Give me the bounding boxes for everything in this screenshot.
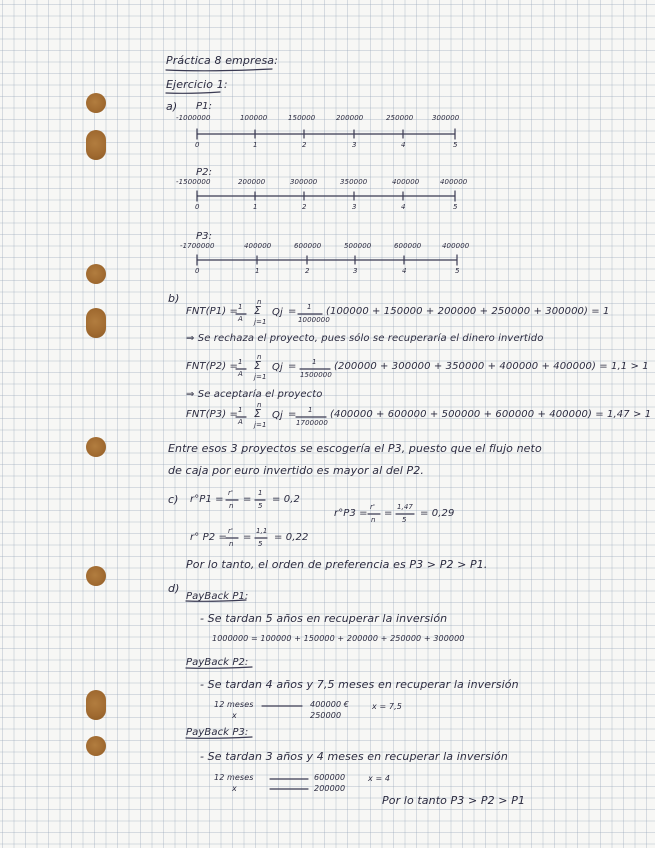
r-p3-lhs: r°P3 = <box>334 508 368 519</box>
sum-symbol: Σ <box>254 304 262 317</box>
p2-tick-4: 4 <box>401 203 406 211</box>
sum-lower-limit: j=1 <box>254 421 267 429</box>
p3-label: P3: <box>196 231 213 242</box>
fraction-numerator: 1,47 <box>397 503 413 511</box>
preference-order: Por lo tanto, el orden de preferencia es P3 > P2 > P1. <box>186 558 488 571</box>
sum-upper-limit: n <box>257 353 262 361</box>
p3-tick-4: 4 <box>402 267 407 275</box>
exercise-heading: Ejercicio 1: <box>166 78 228 91</box>
p1-tick-3: 3 <box>352 141 357 149</box>
fraction-denominator: 5 <box>258 540 263 548</box>
payback-p3-rule-c: x = 4 <box>368 774 391 783</box>
fraction-numerator: 1 <box>238 358 243 366</box>
p3-tick-0: 0 <box>195 267 200 275</box>
fraction-denominator: 5 <box>402 516 407 524</box>
p2-tick-2: 2 <box>302 203 307 211</box>
p1-flow-4: 250000 <box>386 114 414 122</box>
p3-flow-1: 400000 <box>244 242 272 250</box>
final-conclusion: Por lo tanto P3 > P2 > P1 <box>382 794 526 807</box>
qj-term: Qj <box>272 362 283 373</box>
fraction-numerator: r' <box>228 489 234 497</box>
fnt-p1-rhs: (100000 + 150000 + 200000 + 250000 + 300000) = 1 <box>326 306 610 317</box>
p3-tick-2: 2 <box>305 267 310 275</box>
p1-flow-2: 150000 <box>288 114 316 122</box>
fnt-p1-lhs: FNT(P1) = <box>186 306 238 317</box>
fnt-p3-rhs: (400000 + 600000 + 500000 + 600000 + 400000) = 1,47 > 1 <box>330 409 652 420</box>
p2-flow-1: 200000 <box>238 178 266 186</box>
p2-flow-5: 400000 <box>440 178 468 186</box>
p1-tick-2: 2 <box>302 141 307 149</box>
p2-flow-3: 350000 <box>340 178 368 186</box>
fraction-denominator: n <box>229 502 234 510</box>
p1-tick-0: 0 <box>195 141 200 149</box>
payback-p2-rule-a: 12 meses <box>214 700 254 709</box>
fraction-numerator: 1 <box>312 358 317 366</box>
payback-p1-text: - Se tardan 5 años en recuperar la inversión <box>200 612 448 625</box>
p1-flow-5: 300000 <box>432 114 460 122</box>
payback-p3-rule-a: 12 meses <box>214 773 254 782</box>
fraction-denominator: n <box>371 516 376 524</box>
p3-tick-5: 5 <box>455 267 460 275</box>
payback-p2-text: - Se tardan 4 años y 7,5 meses en recuperar la inversión <box>200 678 519 691</box>
sum-symbol: Σ <box>254 407 262 420</box>
part-b-label: b) <box>168 292 180 305</box>
qj-term: Qj <box>272 410 283 421</box>
fraction-denominator: A <box>238 315 243 323</box>
part-d-label: d) <box>168 582 180 595</box>
p3-flow-3: 500000 <box>344 242 372 250</box>
sum-lower-limit: j=1 <box>254 318 267 326</box>
p1-tick-4: 4 <box>401 141 406 149</box>
fraction-denominator: 1500000 <box>300 371 332 379</box>
p1-flow-1: 100000 <box>240 114 268 122</box>
fraction-denominator: A <box>238 418 243 426</box>
p3-flow-5: 400000 <box>442 242 470 250</box>
p1-label: P1: <box>196 101 213 112</box>
fraction-numerator: 1,1 <box>256 527 268 535</box>
p1-flow-3: 200000 <box>336 114 364 122</box>
payback-p3-text: - Se tardan 3 años y 4 meses en recuperar la inversión <box>200 750 508 763</box>
payback-p3-rule-b: 600000 <box>314 773 346 782</box>
p2-flow-4: 400000 <box>392 178 420 186</box>
fraction-numerator: 1 <box>307 303 312 311</box>
p1-flow-0: -1000000 <box>176 114 211 122</box>
p2-tick-3: 3 <box>352 203 357 211</box>
p2-flow-2: 300000 <box>290 178 318 186</box>
fraction-numerator: 1 <box>258 489 263 497</box>
fnt-p3-lhs: FNT(P3) = <box>186 409 238 420</box>
p2-tick-1: 1 <box>253 203 258 211</box>
r-p3-rhs: = 0,29 <box>420 508 455 519</box>
payback-p3-rule-d: 200000 <box>314 784 346 793</box>
fraction-numerator: r' <box>370 503 376 511</box>
r-p1-rhs: = 0,2 <box>272 494 300 505</box>
p3-flow-2: 600000 <box>294 242 322 250</box>
fnt-p2-lhs: FNT(P2) = <box>186 361 238 372</box>
p2-label: P2: <box>196 167 213 178</box>
conclusion-line-1: Entre esos 3 proyectos se escogería el P3, puesto que el flujo neto <box>168 442 542 455</box>
page-title: Práctica 8 empresa: <box>166 54 278 67</box>
fraction-denominator: n <box>229 540 234 548</box>
fraction-numerator: 1 <box>308 406 313 414</box>
equals-sign: = <box>288 306 297 317</box>
equals-sign: = <box>384 508 393 519</box>
p3-flow-0: -1700000 <box>180 242 215 250</box>
r-p2-rhs: = 0,22 <box>274 532 309 543</box>
equals-sign: = <box>288 409 297 420</box>
payback-p3-title: PayBack P3: <box>186 727 249 738</box>
payback-p1-equation: 1000000 = 100000 + 150000 + 200000 + 250000 + 300000 <box>212 634 465 643</box>
r-p1-lhs: r°P1 = <box>190 494 224 505</box>
p2-flow-0: -1500000 <box>176 178 211 186</box>
equals-sign: = <box>243 494 252 505</box>
equals-sign: = <box>288 361 297 372</box>
p1-tick-1: 1 <box>253 141 258 149</box>
payback-p2-rule-d: 250000 <box>310 711 342 720</box>
p1-tick-5: 5 <box>453 141 458 149</box>
p2-tick-0: 0 <box>195 203 200 211</box>
fnt-p2-rhs: (200000 + 300000 + 350000 + 400000 + 400000) = 1,1 > 1 <box>334 361 649 372</box>
sum-symbol: Σ <box>254 359 262 372</box>
fraction-denominator: 5 <box>258 502 263 510</box>
part-c-label: c) <box>168 493 179 506</box>
sum-upper-limit: n <box>257 401 262 409</box>
fraction-denominator: 1000000 <box>298 316 330 324</box>
payback-p2-rule-b: 400000 € <box>310 700 349 709</box>
fraction-denominator: 1700000 <box>296 419 328 427</box>
p3-tick-1: 1 <box>255 267 260 275</box>
payback-p2-title: PayBack P2: <box>186 657 249 668</box>
fraction-numerator: r' <box>228 527 234 535</box>
fraction-numerator: 1 <box>238 406 243 414</box>
conclusion-line-2: de caja por euro invertido es mayor al del P2. <box>168 464 424 477</box>
part-a-label: a) <box>166 100 178 113</box>
payback-p1-title: PayBack P1: <box>186 591 249 602</box>
fraction-denominator: A <box>238 370 243 378</box>
p3-tick-3: 3 <box>353 267 358 275</box>
equals-sign: = <box>243 532 252 543</box>
payback-p2-rule-c: x = 7,5 <box>372 702 402 711</box>
payback-p2-rule-x: x <box>232 711 237 720</box>
note-accept-p2: ⇒ Se aceptaría el proyecto <box>186 389 323 400</box>
p2-tick-5: 5 <box>453 203 458 211</box>
p3-flow-4: 600000 <box>394 242 422 250</box>
sum-upper-limit: n <box>257 298 262 306</box>
note-reject-p1: ⇒ Se rechaza el proyecto, pues sólo se recuperaría el dinero invertido <box>186 333 544 344</box>
fraction-numerator: 1 <box>238 303 243 311</box>
payback-p3-rule-x: x <box>232 784 237 793</box>
sum-lower-limit: j=1 <box>254 373 267 381</box>
r-p2-lhs: r° P2 = <box>190 532 227 543</box>
qj-term: Qj <box>272 307 283 318</box>
